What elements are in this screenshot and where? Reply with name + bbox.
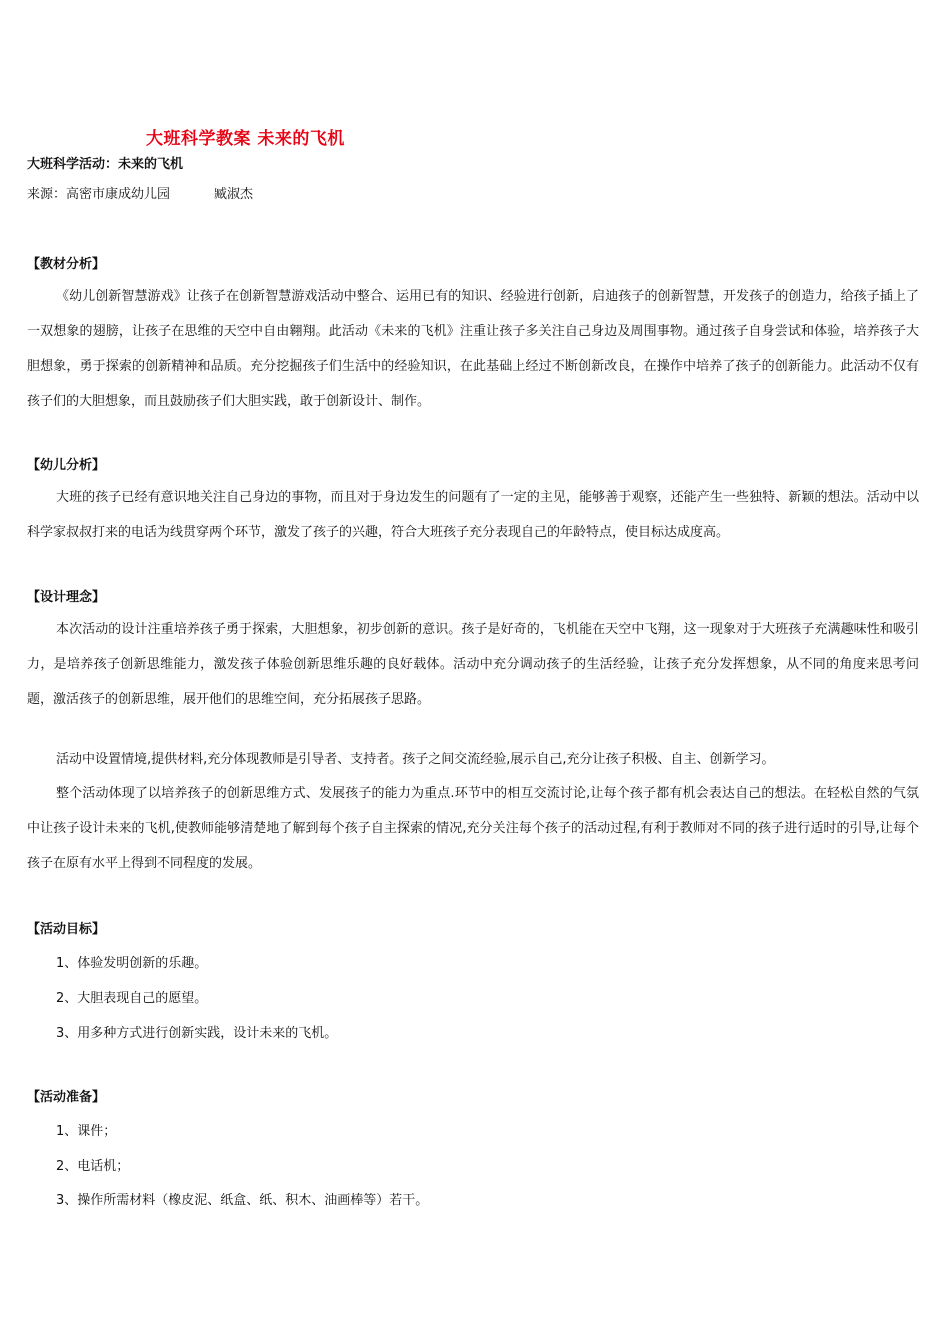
preparation-item-1: 1、课件； [56, 1124, 117, 1139]
section-heading-activity-goals: 【活动目标】 [27, 922, 106, 937]
goal-item-2: 2、大胆表现自己的愿望。 [56, 991, 208, 1006]
document-subtitle: 大班科学活动：未来的飞机 [27, 157, 184, 172]
section-heading-child-analysis: 【幼儿分析】 [27, 458, 106, 473]
section-heading-design-concept: 【设计理念】 [27, 590, 106, 605]
paragraph-design-concept-2: 活动中设置情境,提供材料,充分体现教师是引导者、支持者。孩子之间交流经验,展示自己,充分让孩子积极、自主、创新学习。 [56, 752, 775, 767]
goal-item-1: 1、体验发明创新的乐趣。 [56, 956, 208, 971]
paragraph-design-concept-3: 整个活动体现了以培养孩子的创新思维方式、发展孩子的能力为重点.环节中的相互交流讨论,让每个孩子都有机会表达自己的想法。在轻松自然的气氛中让孩子设计未来的飞机,使教师能够清楚地了解到每个孩子自主探索的情况,充分关注每个孩子的活动过程,有利于教师对不同的孩子进行适时的引导,让每个孩子在原有水平上得到不同程度的发展。 [27, 786, 919, 871]
paragraph-child-analysis: 大班的孩子已经有意识地关注自己身边的事物，而且对于身边发生的问题有了一定的主见，能够善于观察，还能产生一些独特、新颖的想法。活动中以科学家叔叔打来的电话为线贯穿两个环节，激发了孩子的兴趣，符合大班孩子充分表现自己的年龄特点，使目标达成度高。 [27, 490, 919, 540]
author-name: 臧淑杰 [214, 187, 254, 202]
preparation-item-3: 3、操作所需材料（橡皮泥、纸盒、纸、积木、油画棒等）若干。 [56, 1193, 429, 1208]
source-line [27, 183, 253, 202]
preparation-item-2: 2、电话机； [56, 1159, 130, 1174]
document-title: 大班科学教案 未来的飞机 [146, 129, 345, 149]
paragraph-design-concept-1: 本次活动的设计注重培养孩子勇于探索，大胆想象，初步创新的意识。孩子是好奇的，飞机能在天空中飞翔，这一现象对于大班孩子充满趣味性和吸引力，是培养孩子创新思维能力，激发孩子体验创新思维乐趣的良好载体。活动中充分调动孩子的生活经验，让孩子充分发挥想象，从不同的角度来思考问题，激活孩子的创新思维，展开他们的思维空间，充分拓展孩子思路。 [27, 622, 919, 707]
source-label: 来源：高密市康成幼儿园 [27, 187, 171, 202]
section-heading-material-analysis: 【教材分析】 [27, 257, 106, 272]
goal-item-3: 3、用多种方式进行创新实践，设计未来的飞机。 [56, 1026, 338, 1041]
paragraph-material-analysis: 《幼儿创新智慧游戏》让孩子在创新智慧游戏活动中整合、运用已有的知识、经验进行创新，启迪孩子的创新智慧，开发孩子的创造力，给孩子插上了一双想象的翅膀，让孩子在思维的天空中自由翱翔。此活动《未来的飞机》注重让孩子多关注自己身边及周围事物。通过孩子自身尝试和体验，培养孩子大胆想象，勇于探索的创新精神和品质。充分挖掘孩子们生活中的经验知识，在此基础上经过不断创新改良，在操作中培养了孩子的创新能力。此活动不仅有孩子们的大胆想象，而且鼓励孩子们大胆实践，敢于创新设计、制作。 [27, 289, 919, 409]
section-heading-activity-preparation: 【活动准备】 [27, 1090, 106, 1105]
